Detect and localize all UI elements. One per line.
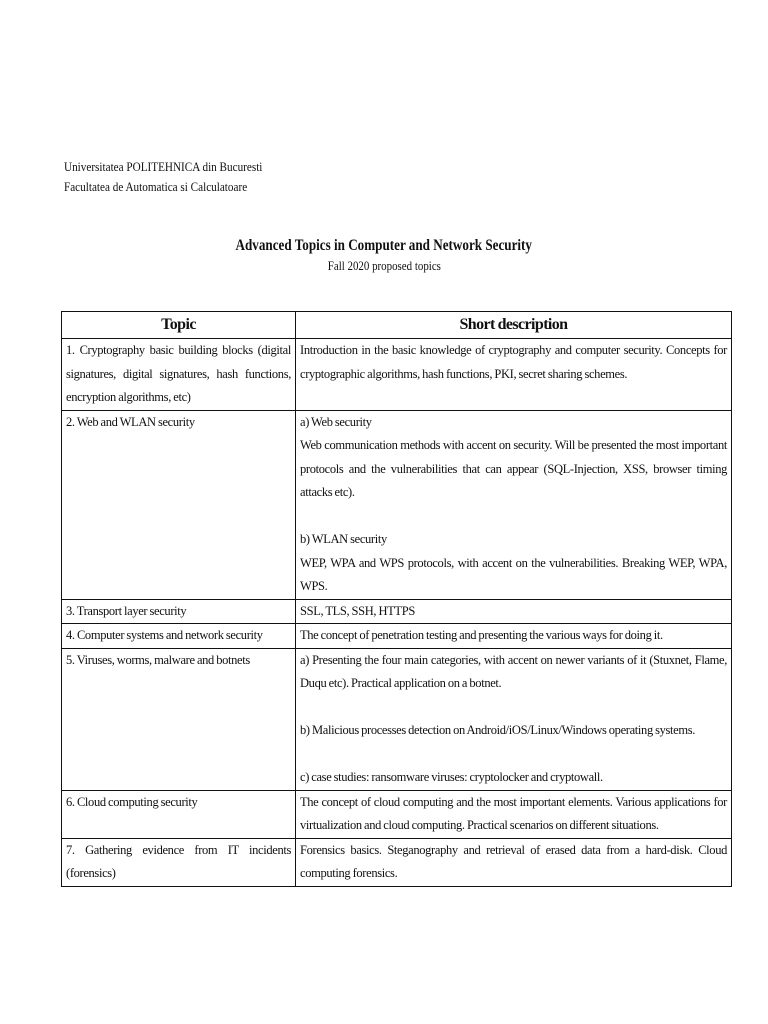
description-cell: [296, 790, 732, 838]
description-text: a) Web security: [300, 414, 372, 429]
description-text: Forensics basics. Steganography and retrieval of erased data from a hard-disk. Cloud computing forensics.: [300, 842, 727, 880]
title-block: [0, 235, 768, 275]
university-name: Universitatea POLITEHNICA din Bucuresti: [64, 159, 263, 174]
description-cell: [296, 624, 732, 649]
description-text: Web communication methods with accent on security. Will be presented the most important protocols and the vulnerabilities that can appear (SQL-Injection, XSS, browser timing attacks etc).: [300, 438, 727, 499]
description-column-header: Short description: [296, 312, 732, 339]
topics-table: [61, 311, 732, 887]
description-text: The concept of penetration testing and presenting the various ways for doing it.: [300, 628, 663, 642]
description-cell: [296, 599, 732, 624]
description-text: a) Presenting the four main categories, with accent on newer variants of it (Stuxnet, Flame, Duqu etc). Practical application on a botnet.: [300, 652, 727, 690]
table-row: [62, 790, 732, 838]
paragraph-gap: [300, 743, 727, 767]
table-row: [62, 838, 732, 886]
description-text: Introduction in the basic knowledge of cryptography and computer security. Concepts for cryptographic algorithms, hash functions, PKI, secret sharing schemes.: [300, 343, 727, 381]
description-cell: [296, 648, 732, 790]
description-text: b) Malicious processes detection on Android/iOS/Linux/Windows operating systems.: [300, 723, 696, 737]
topic-cell: 1. Cryptography basic building blocks (digital signatures, digital signatures, hash functions, encryption algorithms, etc): [62, 339, 296, 411]
description-cell: [296, 339, 732, 411]
faculty-name: Facultatea de Automatica si Calculatoare: [64, 179, 248, 194]
document-subtitle: Fall 2020 proposed topics: [327, 258, 441, 273]
table-row: [62, 624, 732, 649]
document-title: Advanced Topics in Computer and Network Security: [235, 237, 533, 254]
table-row: [62, 648, 732, 790]
topic-cell: 5. Viruses, worms, malware and botnets: [62, 648, 296, 790]
description-cell: [296, 410, 732, 599]
table-header-row: [62, 312, 732, 339]
description-cell: [296, 838, 732, 886]
institution-header: [64, 157, 262, 197]
table-row: [62, 599, 732, 624]
description-text: c) case studies: ransomware viruses: cryptolocker and cryptowall.: [300, 770, 603, 784]
topic-cell: 2. Web and WLAN security: [62, 410, 296, 599]
table-row: [62, 339, 732, 411]
topic-cell: 7. Gathering evidence from IT incidents (forensics): [62, 838, 296, 886]
topic-column-header: Topic: [62, 312, 296, 339]
description-text: b) WLAN security: [300, 532, 387, 546]
topic-cell: 6. Cloud computing security: [62, 790, 296, 838]
description-text: WEP, WPA and WPS protocols, with accent on the vulnerabilities. Breaking WEP, WPA, WPS.: [300, 555, 727, 593]
table-row: [62, 410, 732, 599]
topic-cell: 4. Computer systems and network security: [62, 624, 296, 649]
paragraph-gap: [300, 696, 727, 720]
paragraph-gap: [300, 505, 727, 529]
description-text: SSL, TLS, SSH, HTTPS: [300, 603, 415, 618]
topic-cell: 3. Transport layer security: [62, 599, 296, 624]
description-text: The concept of cloud computing and the most important elements. Various applications for virtualization and cloud computing. Practical scenarios on different situations.: [300, 794, 727, 832]
